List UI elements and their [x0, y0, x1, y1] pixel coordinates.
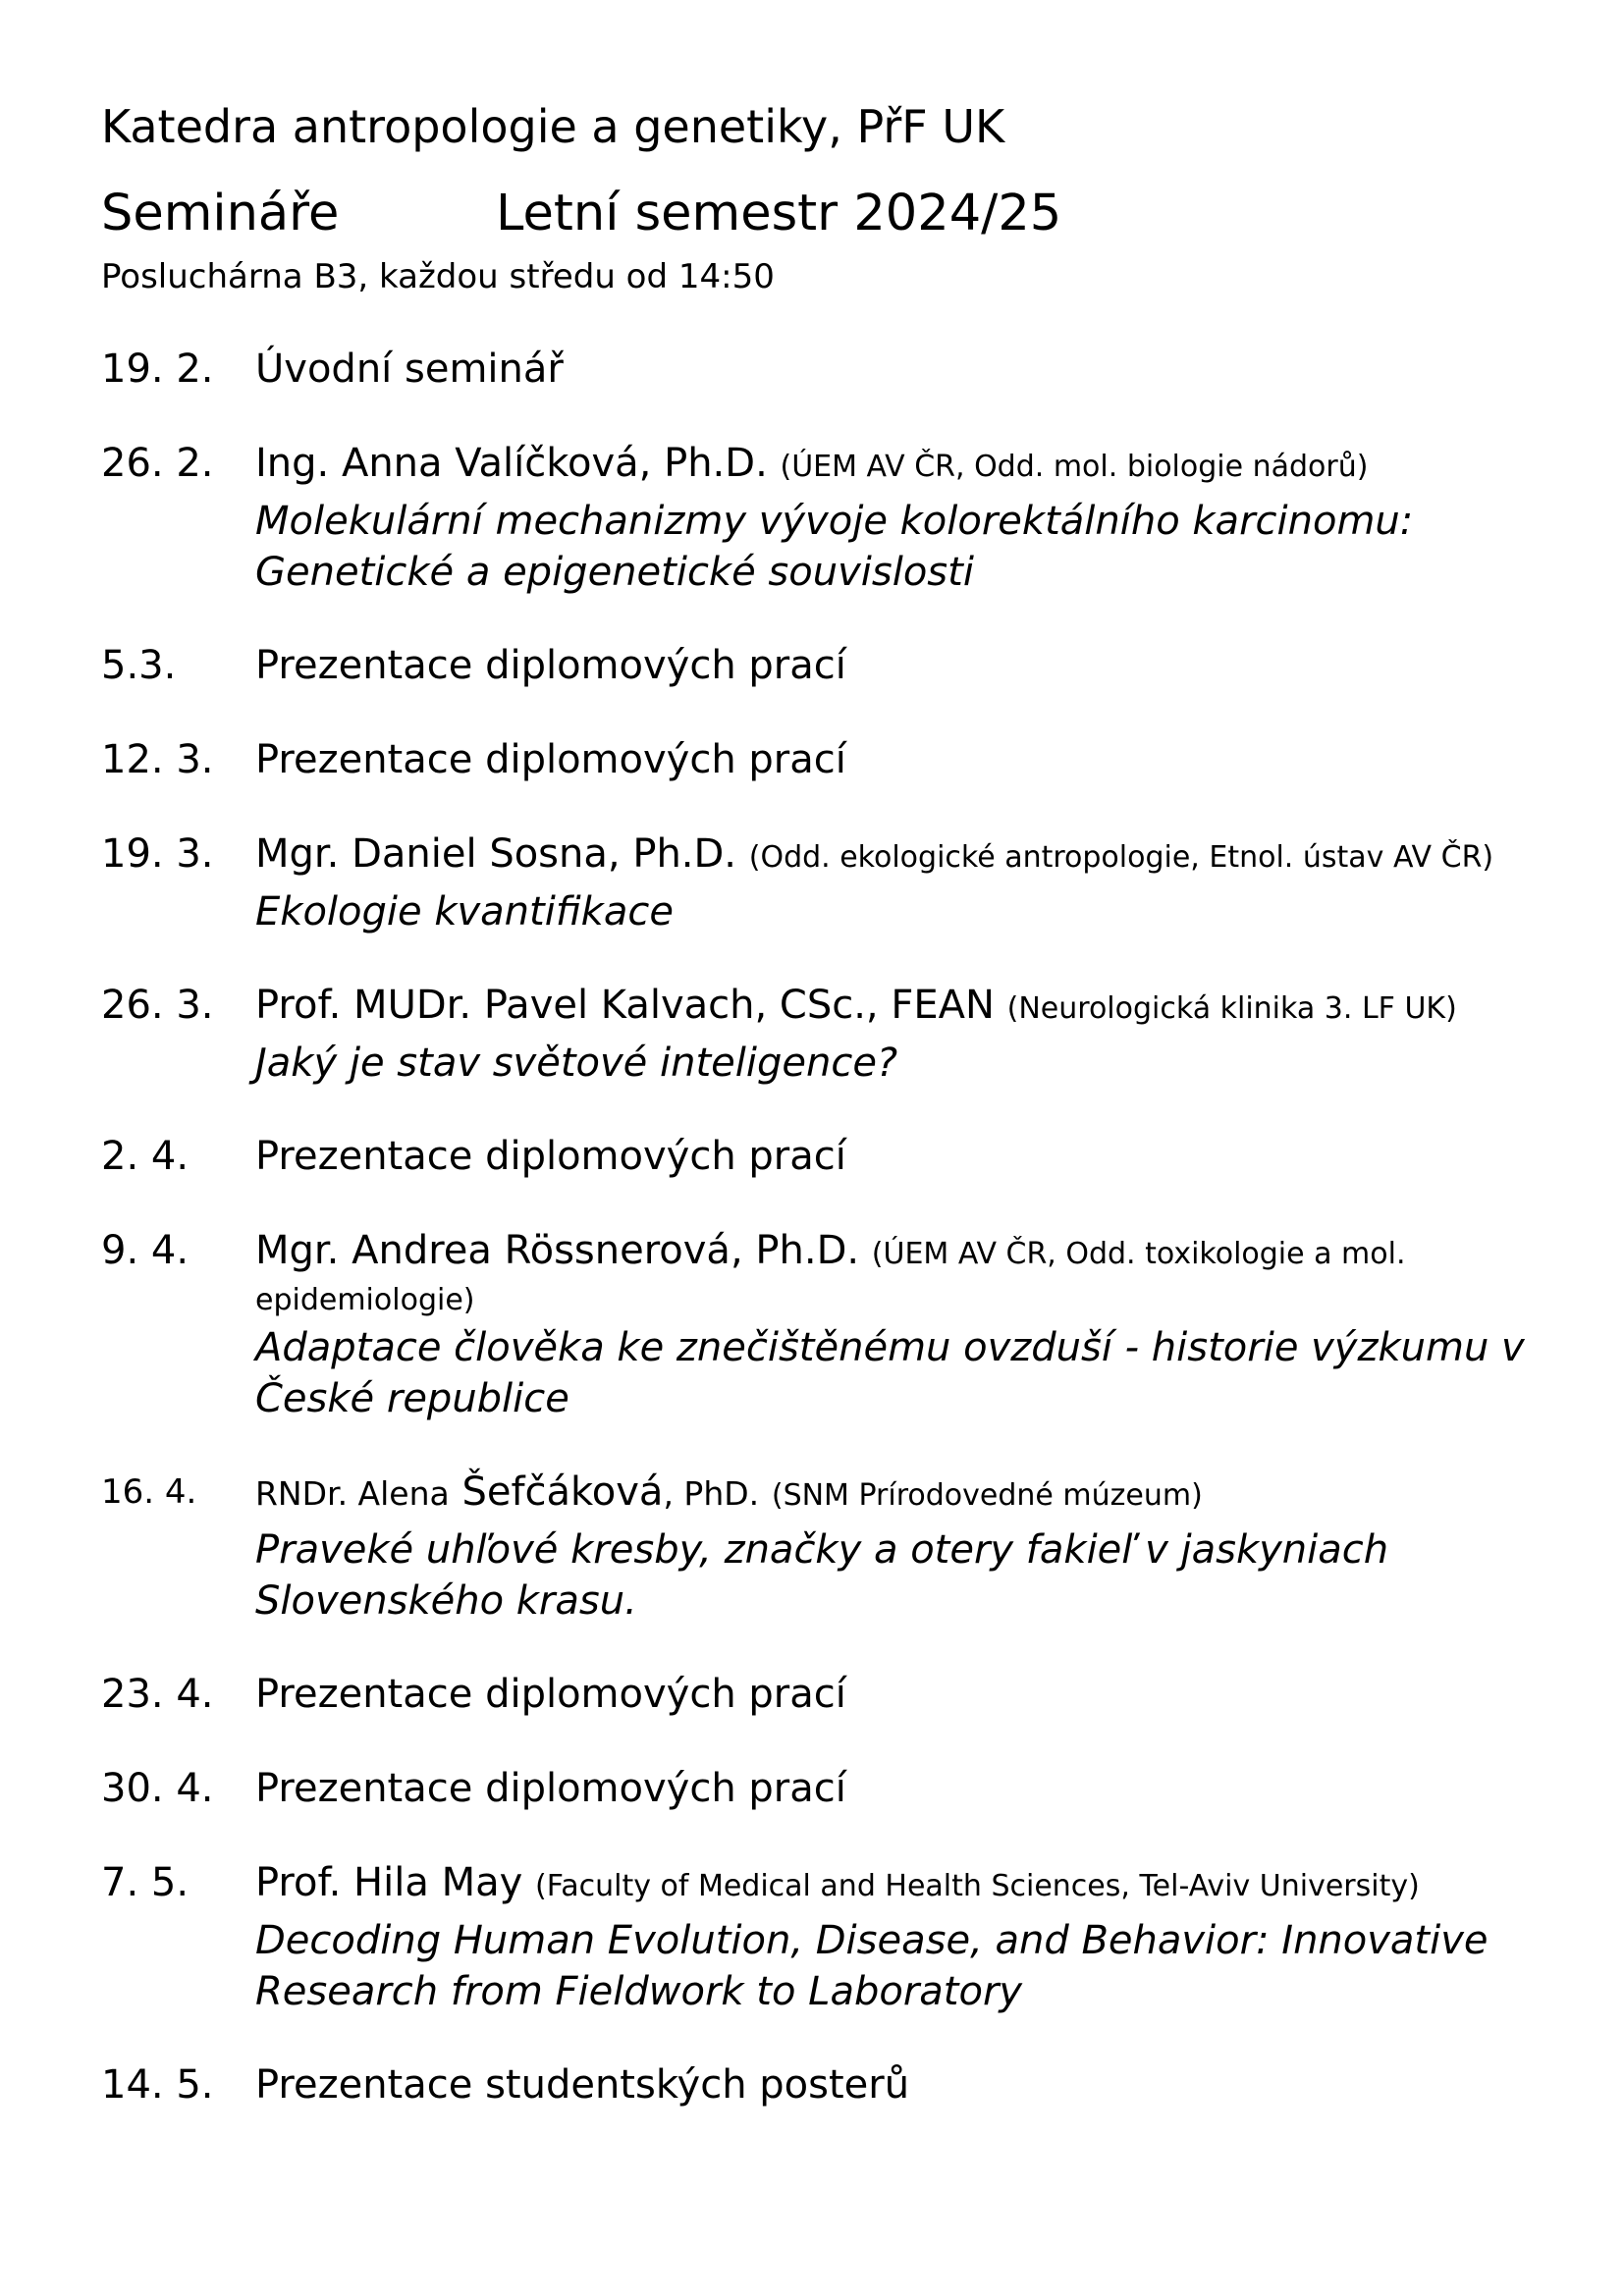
talk-title-line: Decoding Human Evolution, Disease, and Behavior: Innovative [255, 1918, 1489, 1963]
entry-body [255, 343, 1554, 396]
schedule-entry [101, 1856, 1554, 2017]
schedule-entry [101, 639, 1554, 692]
entry-date: 26. 2. [101, 441, 214, 486]
speaker-affiliation: (Neurologická klinika 3. LF UK) [1006, 991, 1457, 1026]
seminar-schedule-page [101, 96, 1554, 2111]
talk-title-line: Slovenského krasu. [255, 1578, 637, 1624]
talk-title [255, 886, 1554, 937]
schedule-entry [101, 1130, 1554, 1183]
speaker-name: Prof. Hila May [255, 1860, 523, 1905]
schedule-entry [101, 733, 1554, 786]
entry-date: 14. 5. [101, 2062, 214, 2108]
schedule-entry [101, 1762, 1554, 1815]
speaker-affiliation-cont: epidemiologie) [255, 1283, 475, 1317]
schedule-entry [101, 437, 1554, 598]
talk-title-line: Adaptace člověka ke znečištěnému ovzduší - historie výzkumu v [255, 1325, 1525, 1370]
entry-date: 19. 3. [101, 831, 214, 877]
entry-body [255, 1856, 1554, 2017]
semester-label: Letní semestr 2024/25 [496, 185, 1062, 242]
entry-date: 30. 4. [101, 1766, 214, 1811]
entry-body [255, 1762, 1554, 1815]
speaker-name: Mgr. Andrea Rössnerová, Ph.D. [255, 1228, 860, 1273]
entry-title: Prezentace diplomových prací [255, 1134, 846, 1179]
entry-date: 19. 2. [101, 347, 214, 392]
entry-body [255, 828, 1554, 937]
entry-title: Prezentace diplomových prací [255, 737, 846, 782]
speaker-name-prefix: RNDr. Alena [255, 1474, 450, 1513]
talk-title-line: Ekologie kvantifikace [255, 889, 674, 934]
speaker-surname: Šefčáková [461, 1469, 664, 1515]
talk-title-line: Praveké uhľové kresby, značky a otery fakieľ v jaskyniach [255, 1527, 1389, 1573]
schedule-entry [101, 979, 1554, 1089]
entry-date: 7. 5. [101, 1860, 189, 1905]
talk-title [255, 1322, 1554, 1424]
talk-title-line: České republice [255, 1376, 569, 1421]
entry-date: 5.3. [101, 643, 177, 688]
schedule-entry [101, 828, 1554, 937]
speaker-line [255, 437, 1554, 494]
entry-date: 12. 3. [101, 737, 214, 782]
entry-title: Prezentace diplomových prací [255, 1766, 846, 1811]
entry-body [255, 2058, 1554, 2111]
entry-date: 9. 4. [101, 1228, 189, 1273]
entry-body [255, 733, 1554, 786]
speaker-affiliation: (SNM Prírodovedné múzeum) [771, 1478, 1203, 1513]
entry-title: Prezentace studentských posterů [255, 2062, 910, 2108]
schedule-list [101, 343, 1554, 2111]
venue-info: Posluchárna B3, každou středu od 14:50 [101, 257, 775, 296]
entry-body [255, 1130, 1554, 1183]
speaker-line [255, 1856, 1554, 1913]
department-heading: Katedra antropologie a genetiky, PřF UK [101, 100, 1005, 153]
schedule-entry [101, 1668, 1554, 1721]
speaker-name: Prof. MUDr. Pavel Kalvach, CSc., FEAN [255, 983, 995, 1028]
speaker-line [255, 979, 1554, 1036]
entry-title: Prezentace diplomových prací [255, 1672, 846, 1717]
entry-date: 16. 4. [101, 1472, 197, 1512]
entry-body [255, 639, 1554, 692]
entry-body [255, 1224, 1554, 1424]
speaker-line [255, 1224, 1554, 1281]
speaker-affiliation: (ÚEM AV ČR, Odd. toxikologie a mol. [871, 1237, 1406, 1271]
entry-title: Prezentace diplomových prací [255, 643, 846, 688]
schedule-entry [101, 2058, 1554, 2111]
speaker-affiliation: (ÚEM AV ČR, Odd. mol. biologie nádorů) [780, 450, 1369, 484]
schedule-entry [101, 1224, 1554, 1424]
talk-title-line: Molekulární mechanizmy vývoje kolorektálního karcinomu: [255, 499, 1414, 544]
talk-title [255, 1038, 1554, 1089]
talk-title-line: Genetické a epigenetické souvislosti [255, 550, 974, 595]
talk-title [255, 496, 1554, 598]
speaker-name: Ing. Anna Valíčková, Ph.D. [255, 441, 768, 486]
entry-date: 23. 4. [101, 1672, 214, 1717]
talk-title-line: Jaký je stav světové inteligence? [255, 1041, 898, 1086]
entry-body [255, 1668, 1554, 1721]
speaker-line [255, 1466, 1554, 1522]
speaker-degree: , PhD. [663, 1474, 760, 1513]
talk-title [255, 1915, 1554, 2017]
schedule-entry [101, 1466, 1554, 1627]
entry-date: 2. 4. [101, 1134, 189, 1179]
speaker-affiliation: (Faculty of Medical and Health Sciences, Tel-Aviv University) [535, 1869, 1420, 1903]
entry-title: Úvodní seminář [255, 347, 564, 392]
entry-body [255, 1466, 1554, 1627]
talk-title [255, 1524, 1554, 1627]
entry-body [255, 979, 1554, 1089]
entry-body [255, 437, 1554, 598]
schedule-entry [101, 343, 1554, 396]
speaker-affiliation: (Odd. ekologické antropologie, Etnol. ústav AV ČR) [748, 840, 1494, 875]
title-row [101, 181, 1554, 247]
speaker-line [255, 828, 1554, 884]
page-title: Semináře [101, 185, 340, 242]
talk-title-line: Research from Fieldwork to Laboratory [255, 1969, 1023, 2014]
entry-date: 26. 3. [101, 983, 214, 1028]
speaker-name: Mgr. Daniel Sosna, Ph.D. [255, 831, 737, 877]
